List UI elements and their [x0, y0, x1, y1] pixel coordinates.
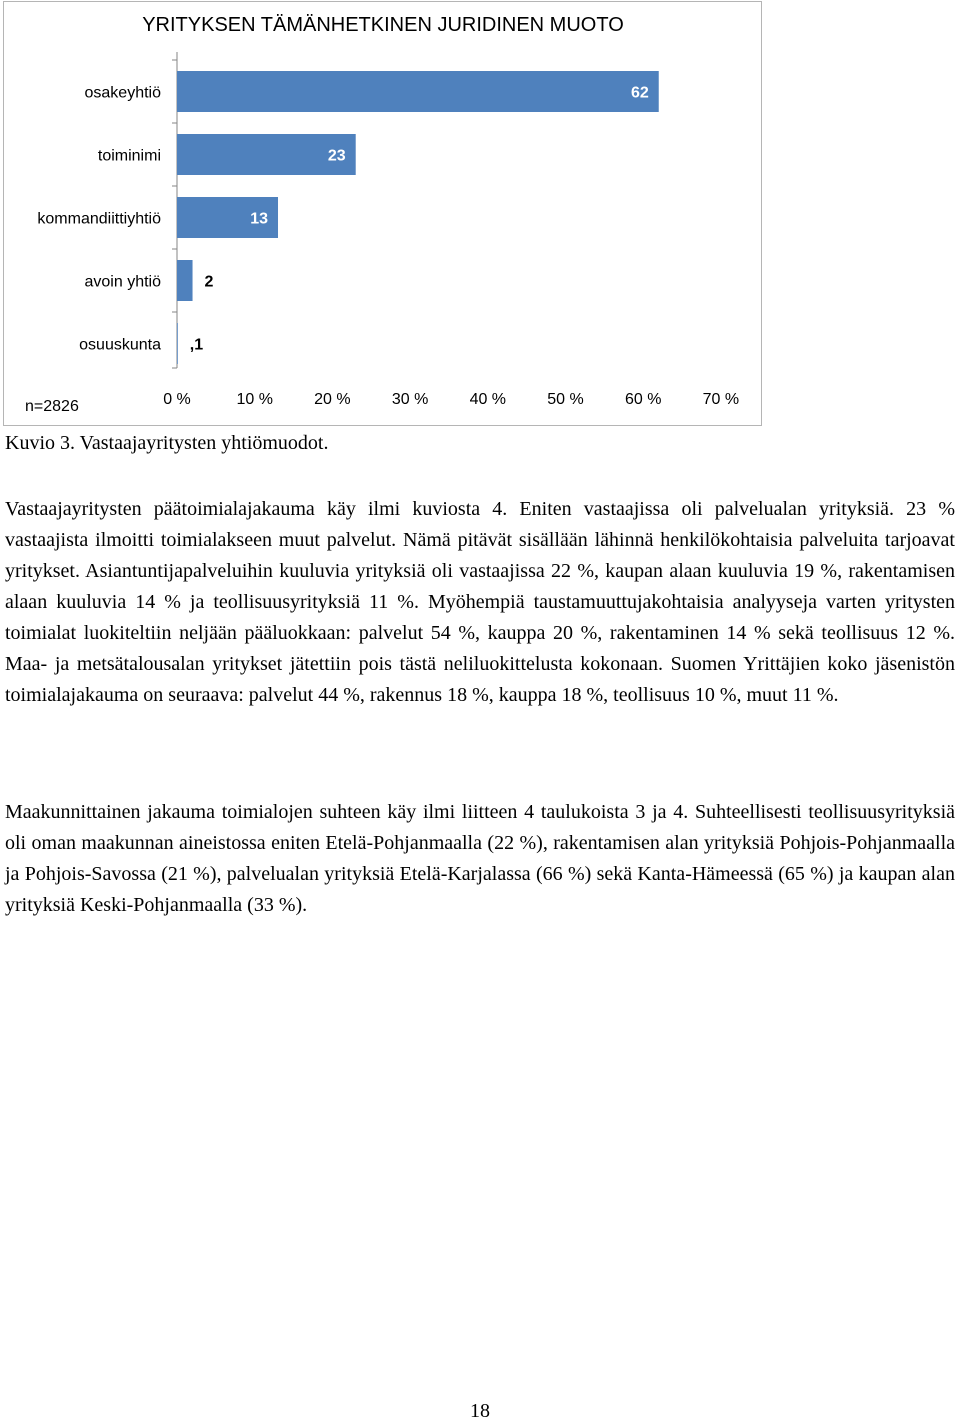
- data-label: 62: [630, 84, 649, 102]
- x-tick-label: 0 %: [163, 391, 191, 408]
- x-tick-label: 50 %: [547, 391, 584, 408]
- bar: [177, 323, 178, 364]
- data-label: 13: [250, 210, 269, 228]
- x-tick-label: 30 %: [391, 391, 429, 408]
- data-label: 2: [204, 273, 214, 291]
- data-label: ,1: [189, 336, 204, 354]
- figure-caption: Kuvio 3. Vastaajayritysten yhtiömuodot.: [5, 432, 329, 454]
- category-label: osakeyhtiö: [84, 84, 161, 102]
- category-label: avoin yhtiö: [84, 273, 161, 291]
- data-label: 23: [327, 147, 346, 165]
- x-tick-label: 60 %: [624, 391, 662, 408]
- category-label: kommandiittiyhtiö: [37, 210, 161, 228]
- bar-chart: [0, 0, 766, 430]
- paragraph: Vastaajayritysten päätoimialajakauma käy ilmi kuviosta 4. Eniten vastaajissa oli palvelualan yrityksiä. 23 % vastaajista ilmoitti toimialakseen muut palvelut. Nämä pitävät sisällään lähinnä henkilökohtaisia palveluita tarjoavat yritykset. Asiantuntijapalveluihin kuuluvia yrityksiä oli vastaajissa 22 %, kaupan alaan kuuluvia 19 %, rakentamisen alaan kuuluvia 14 % ja teollisuusyrityksiä 11 %. Myöhempiä taustamuuttujakohtaisia analyyseja varten yritysten toimialat luokiteltiin neljään pääluokkaan: palvelut 54 %, kauppa 20 %, rakentaminen 14 % sekä teollisuus 12 %. Maa- ja metsätalousalan yritykset jätettiin pois tästä neliluokittelusta kokonaan. Suomen Yrittäjien koko jäsenistön toimialajakauma on seuraava: palvelut 44 %, rakennus 18 %, kauppa 18 %, teollisuus 10 %, muut 11 %.: [5, 498, 955, 706]
- category-label: osuuskunta: [79, 336, 161, 354]
- sample-size-note: n=2826: [25, 398, 79, 415]
- x-tick-label: 40 %: [469, 391, 507, 408]
- x-tick-label: 20 %: [314, 391, 351, 408]
- bar: [177, 260, 193, 301]
- x-tick-label: 70 %: [702, 391, 740, 408]
- page-number: 18: [470, 1400, 490, 1422]
- paragraph: Maakunnittainen jakauma toimialojen suhteen käy ilmi liitteen 4 taulukoista 3 ja 4. Suhteellisesti teollisuusyrityksiä oli oman maakunnan aineistossa eniten Etelä-Pohjanmaalla (22 %), rakentamisen alan yrityksiä Pohjois-Pohjanmaalla ja Pohjois-Savossa (21 %), palvelualan yrityksiä Etelä-Karjalassa (66 %) sekä Kanta-Hämeessä (65 %) ja kaupan alan yrityksiä Keski-Pohjanmaalla (33 %).: [5, 801, 955, 916]
- category-label: toiminimi: [97, 147, 161, 165]
- chart-title: YRITYKSEN TÄMÄNHETKINEN JURIDINEN MUOTO: [142, 14, 624, 36]
- bar: [177, 71, 659, 112]
- x-tick-label: 10 %: [236, 391, 273, 408]
